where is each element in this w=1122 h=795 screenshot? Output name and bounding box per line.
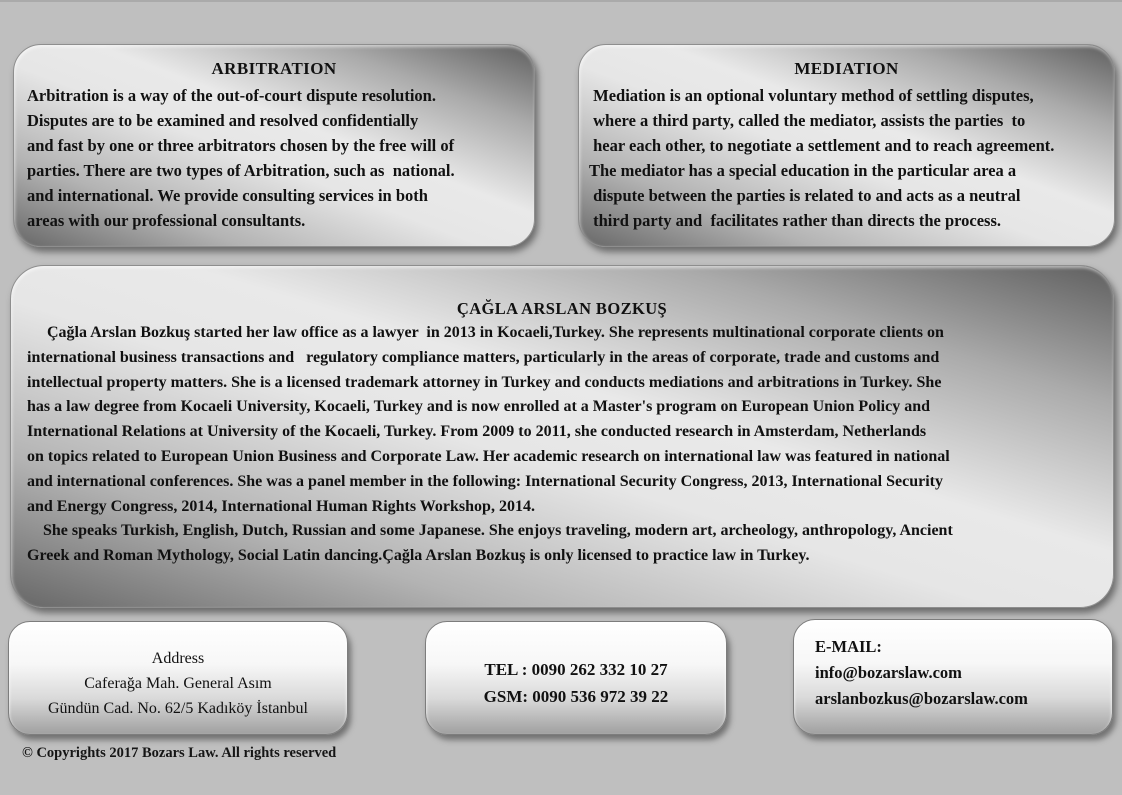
mediation-text-line: third party and facilitates rather than directs the process. bbox=[589, 211, 1002, 230]
arbitration-text-line: Disputes are to be examined and resolved confidentially bbox=[27, 111, 419, 130]
biography-title: ÇAĞLA ARSLAN BOZKUŞ bbox=[456, 299, 668, 318]
biography-text-line: has a law degree from Kocaeli University, Kocaeli, Turkey and is now enrolled at a Master's program on European Union Policy and bbox=[27, 398, 930, 416]
mediation-text-line: where a third party, called the mediator, assists the parties to bbox=[589, 111, 1026, 130]
mediation-text-line: The mediator has a special education in the particular area a bbox=[589, 161, 1017, 180]
email-address: info@bozarslaw.com bbox=[815, 663, 962, 682]
arbitration-text-line: parties. There are two types of Arbitration, such as national. bbox=[27, 161, 455, 180]
phone-gsm-line: GSM: 0090 536 972 39 22 bbox=[483, 687, 669, 706]
mediation-text-line: dispute between the parties is related to and acts as a neutral bbox=[589, 186, 1021, 205]
biography-text-line: international business transactions and regulatory compliance matters, particularly in the areas of corporate, trade and customs and bbox=[27, 348, 940, 366]
arbitration-text-line: Arbitration is a way of the out-of-court dispute resolution. bbox=[27, 86, 436, 105]
biography-text-line: on topics related to European Union Business and Corporate Law. Her academic research on international law was featured in national bbox=[27, 447, 950, 465]
phone-tel-line: TEL : 0090 262 332 10 27 bbox=[484, 660, 668, 679]
arbitration-text-line: and fast by one or three arbitrators chosen by the free will of bbox=[27, 136, 455, 155]
biography-text-line: She speaks Turkish, English, Dutch, Russian and some Japanese. She enjoys traveling, modern art, archeology, anthropology, Ancient bbox=[27, 522, 953, 540]
biography-text-line: Çağla Arslan Bozkuş started her law office as a lawyer in 2013 in Kocaeli,Turkey. She represents multinational corporate clients on bbox=[27, 324, 944, 341]
mediation-text-line: Mediation is an optional voluntary method of settling disputes, bbox=[589, 86, 1034, 105]
arbitration-text-line: areas with our professional consultants. bbox=[27, 211, 306, 230]
mediation-text-line: hear each other, to negotiate a settlement and to reach agreement. bbox=[589, 136, 1055, 155]
email-address: arslanbozkus@bozarslaw.com bbox=[815, 689, 1028, 708]
address-title: Address bbox=[151, 650, 205, 667]
address-card bbox=[8, 621, 348, 735]
biography-text-line: and international conferences. She was a panel member in the following: International Security Congress, 2013, International Security bbox=[27, 472, 943, 490]
mediation-card bbox=[578, 44, 1115, 247]
email-card bbox=[793, 619, 1113, 735]
arbitration-text-line: and international. We provide consulting services in both bbox=[27, 186, 428, 205]
biography-text-line: International Relations at University of the Kocaeli, Turkey. From 2009 to 2011, she conducted research in Amsterdam, Netherlands bbox=[27, 423, 927, 441]
mediation-title: MEDIATION bbox=[794, 59, 899, 78]
biography-card bbox=[10, 265, 1114, 608]
biography-text-line: and Energy Congress, 2014, International Human Rights Workshop, 2014. bbox=[27, 497, 535, 515]
arbitration-card bbox=[13, 44, 535, 247]
biography-text-line: Greek and Roman Mythology, Social Latin dancing.Çağla Arslan Bozkuş is only licensed to practice law in Turkey. bbox=[27, 547, 810, 565]
address-line: Caferağa Mah. General Asım bbox=[84, 675, 272, 692]
email-title: E-MAIL: bbox=[815, 637, 882, 656]
copyright-text: © Copyrights 2017 Bozars Law. All rights reserved bbox=[22, 745, 337, 761]
phone-card bbox=[425, 621, 727, 735]
arbitration-title: ARBITRATION bbox=[211, 59, 337, 78]
biography-text-line: intellectual property matters. She is a licensed trademark attorney in Turkey and conducts mediations and arbitrations in Turkey. She bbox=[27, 373, 942, 391]
address-line: Gündün Cad. No. 62/5 Kadıköy İstanbul bbox=[48, 700, 308, 717]
